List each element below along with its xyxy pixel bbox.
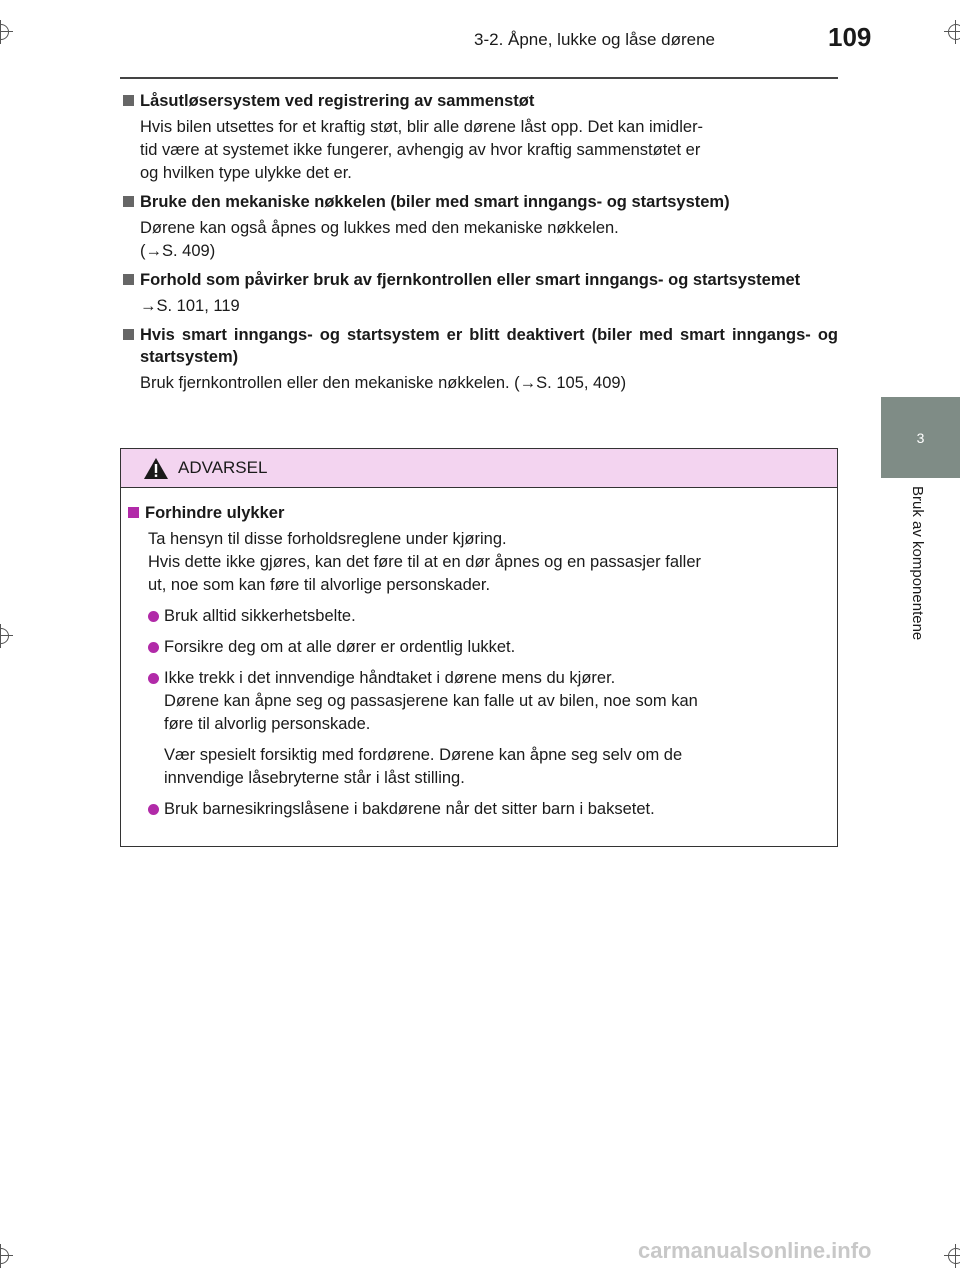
- section-text: Bruk fjernkontrollen eller den mekaniske nøkkelen. (→S. 105, 409): [140, 374, 627, 392]
- header-divider: [120, 77, 838, 79]
- section-text: →S. 101, 119: [140, 297, 240, 315]
- square-bullet-icon: [128, 507, 139, 518]
- page-number: 109: [828, 22, 872, 52]
- crop-mark: [0, 624, 13, 648]
- crop-mark: [944, 20, 960, 44]
- section-conditions: [120, 269, 838, 318]
- section-heading: Bruke den mekaniske nøkkelen (biler med smart inngangs- og startsystem): [120, 191, 838, 213]
- square-bullet-icon: [123, 196, 134, 207]
- warning-triangle-icon: [143, 457, 169, 480]
- section-system-disabled: [120, 324, 838, 395]
- warning-bullet: Bruk alltid sikkerhetsbelte.: [148, 605, 827, 628]
- warning-bullet: Ikke trekk i det innvendige håndtaket i dørene mens du kjører. Dørene kan åpne seg og passasjerene kan falle ut av bilen, noe som kan føre til alvorlig personskade.: [148, 667, 827, 736]
- chapter-tab-number: 3: [881, 397, 960, 478]
- section-heading: Forhold som påvirker bruk av fjernkontrollen eller smart inngangs- og startsystemet: [120, 269, 838, 291]
- main-content: [120, 90, 838, 401]
- crop-mark: [0, 20, 13, 44]
- section-mechanical-key: [120, 191, 838, 263]
- round-bullet-icon: [148, 642, 159, 653]
- chapter-tab: [881, 478, 960, 692]
- crop-mark: [944, 1244, 960, 1268]
- crop-mark: [0, 1244, 13, 1268]
- section-text: Hvis bilen utsettes for et kraftig støt, blir alle dørene låst opp. Det kan imidler- tid være at systemet ikke fungerer, avhengig av hvor kraftig sammenstøtet er og hvilken type ulykke det er.: [140, 118, 704, 182]
- section-heading: Hvis smart inngangs- og startsystem er blitt deaktivert (biler med smart inngangs- og startsystem): [120, 324, 838, 368]
- watermark: carmanualsonline.info: [638, 1238, 872, 1263]
- round-bullet-icon: [148, 673, 159, 684]
- section-heading: Låsutløsersystem ved registrering av sammenstøt: [120, 90, 838, 112]
- round-bullet-icon: [148, 804, 159, 815]
- warning-header: [121, 449, 837, 488]
- round-bullet-icon: [148, 611, 159, 622]
- warning-heading: Forhindre ulykker: [128, 502, 827, 524]
- page-header-title: 3-2. Åpne, lukke og låse dørene: [474, 30, 715, 49]
- warning-intro: Ta hensyn til disse forholdsreglene under kjøring. Hvis dette ikke gjøres, kan det føre til at en dør åpnes og en passasjer faller ut, noe som kan føre til alvorlige personskader.: [148, 530, 702, 594]
- section-crash-unlock: [120, 90, 838, 185]
- warning-bullet-note: Vær spesielt forsiktig med fordørene. Dørene kan åpne seg selv om de innvendige låsebryterne står i låst stilling.: [164, 746, 683, 787]
- chapter-tab-label: Bruk av komponentene: [909, 486, 926, 641]
- square-bullet-icon: [123, 274, 134, 285]
- warning-bullet: Forsikre deg om at alle dører er ordentlig lukket.: [148, 636, 827, 659]
- warning-bullet: Bruk barnesikringslåsene i bakdørene når det sitter barn i baksetet.: [148, 798, 827, 821]
- square-bullet-icon: [123, 95, 134, 106]
- warning-box: [120, 448, 838, 847]
- warning-label: ADVARSEL: [178, 458, 268, 477]
- section-text: Dørene kan også åpnes og lukkes med den mekaniske nøkkelen. (→S. 409): [140, 219, 619, 260]
- warning-body: [121, 488, 837, 821]
- square-bullet-icon: [123, 329, 134, 340]
